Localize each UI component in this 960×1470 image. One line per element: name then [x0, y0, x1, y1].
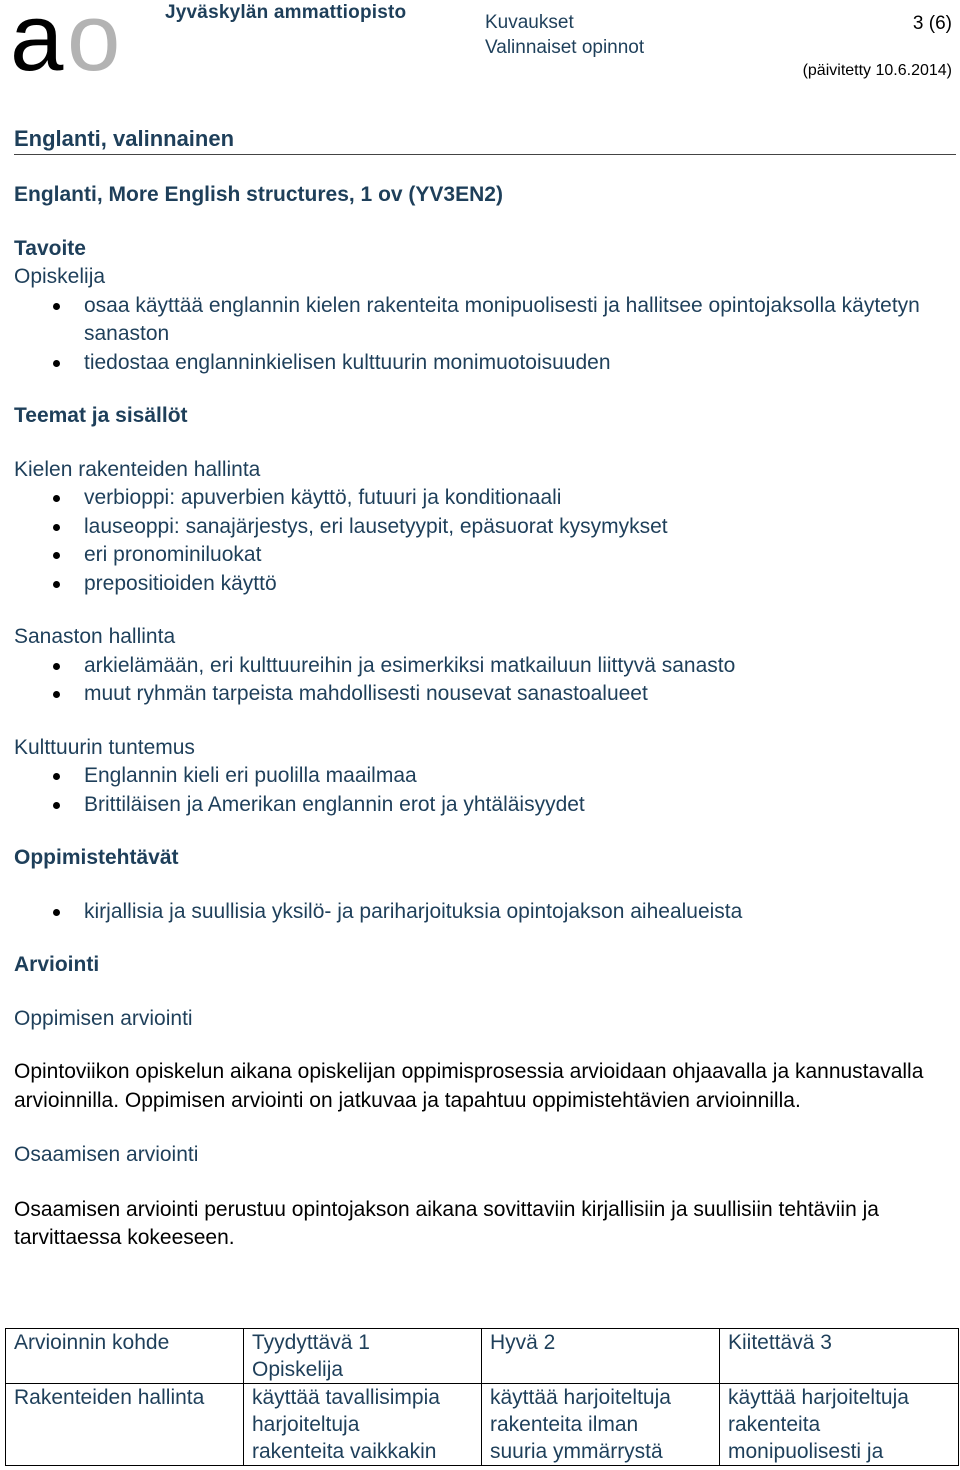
table-header-cell: [244, 1329, 482, 1384]
goal-list: [14, 292, 954, 378]
skills-assessment-text: Osaamisen arviointi perustuu opintojakson aikana sovittaviin kirjallisiin ja suullisiin tehtäviin ja tarvittaessa kokeeseen.: [14, 1197, 879, 1249]
assessment-table: [5, 1328, 959, 1466]
list-item: arkielämään, eri kulttuureihin ja esimerkiksi matkailuun liittyvä sanasto: [84, 652, 954, 681]
learning-assessment-text: Opintoviikon opiskelun aikana opiskelijan oppimisprosessia arvioidaan ohjaavalla ja kannustavalla arvioinnilla. Oppimisen arviointi on jatkuvaa ja tapahtuu oppimistehtävien arvioinnilla.: [14, 1060, 924, 1112]
list-item: verbioppi: apuverbien käyttö, futuuri ja konditionaali: [84, 484, 954, 513]
theme-group-title: Kielen rakenteiden hallinta: [14, 457, 261, 481]
jao-logo: [10, 0, 150, 80]
assessment-heading: Arviointi: [14, 953, 100, 976]
table-cell: [244, 1384, 482, 1466]
skills-assessment-title: Osaamisen arviointi: [14, 1143, 199, 1166]
table-row: [6, 1384, 959, 1466]
svg-text:a: a: [10, 0, 64, 80]
document-subtitle: Valinnaiset opinnot: [485, 37, 645, 58]
updated-date: (päivitetty 10.6.2014): [802, 62, 952, 79]
cell-line: monipuolisesti ja: [728, 1440, 884, 1463]
table-cell: [720, 1384, 959, 1466]
list-item: Englannin kieli eri puolilla maailmaa: [84, 762, 954, 791]
svg-text:o: o: [67, 0, 121, 80]
table-header-cell: Kiitettävä 3: [720, 1329, 959, 1384]
cell-line: käyttää harjoiteltuja: [490, 1386, 671, 1409]
table-header-row: [6, 1329, 959, 1384]
cell-line: käyttää harjoiteltuja: [728, 1386, 909, 1409]
cell-line: suuria ymmärrystä: [490, 1440, 663, 1463]
list-item: prepositioiden käyttö: [84, 570, 954, 599]
list-item: tiedostaa englanninkielisen kulttuurin monimuotoisuuden: [84, 349, 954, 378]
theme-list: [14, 762, 954, 819]
themes-heading: Teemat ja sisällöt: [14, 404, 188, 427]
table-header-cell: Hyvä 2: [482, 1329, 720, 1384]
theme-list: [14, 484, 954, 598]
list-item: Brittiläisen ja Amerikan englannin erot ja yhtäläisyydet: [84, 791, 954, 820]
table-header-cell: Arvioinnin kohde: [6, 1329, 244, 1384]
task-list: [14, 898, 954, 927]
document-type: Kuvaukset: [485, 12, 574, 33]
cell-line: käyttää tavallisimpia: [252, 1386, 440, 1409]
table-header-label: Tyydyttävä 1: [252, 1331, 370, 1354]
list-item: kirjallisia ja suullisia yksilö- ja pariharjoituksia opintojakson aihealueista: [84, 898, 954, 927]
organization-name: Jyväskylän ammattiopisto: [165, 2, 407, 23]
cell-line: rakenteita vaikkakin: [252, 1440, 437, 1463]
course-title: Englanti, More English structures, 1 ov (YV3EN2): [14, 183, 503, 206]
table-subject-label: Opiskelija: [252, 1358, 344, 1381]
page-number: 3 (6): [912, 13, 952, 34]
list-item: osaa käyttää englannin kielen rakenteita monipuolisesti ja hallitsee opintojaksolla käytetyn sanaston: [84, 292, 954, 349]
theme-list: [14, 652, 954, 709]
goal-heading: Tavoite: [14, 236, 86, 260]
cell-line: rakenteita ilman: [490, 1413, 639, 1436]
theme-group-title: Kulttuurin tuntemus: [14, 735, 195, 759]
theme-group-title: Sanaston hallinta: [14, 625, 176, 648]
main-content: [14, 181, 954, 1253]
section-title: Englanti, valinnainen: [14, 126, 235, 151]
table-cell: [482, 1384, 720, 1466]
list-item: lauseoppi: sanajärjestys, eri lausetyypit, epäsuorat kysymykset: [84, 513, 954, 542]
list-item: muut ryhmän tarpeista mahdollisesti nousevat sanastoalueet: [84, 680, 954, 709]
header-divider: [14, 154, 956, 155]
cell-line: rakenteita: [728, 1413, 821, 1436]
goal-subject: Opiskelija: [14, 265, 106, 288]
learning-assessment-title: Oppimisen arviointi: [14, 1006, 193, 1030]
cell-line: harjoiteltuja: [252, 1413, 360, 1436]
list-item: eri pronominiluokat: [84, 541, 954, 570]
table-cell-label: Rakenteiden hallinta: [6, 1384, 244, 1466]
tasks-heading: Oppimistehtävät: [14, 846, 179, 869]
